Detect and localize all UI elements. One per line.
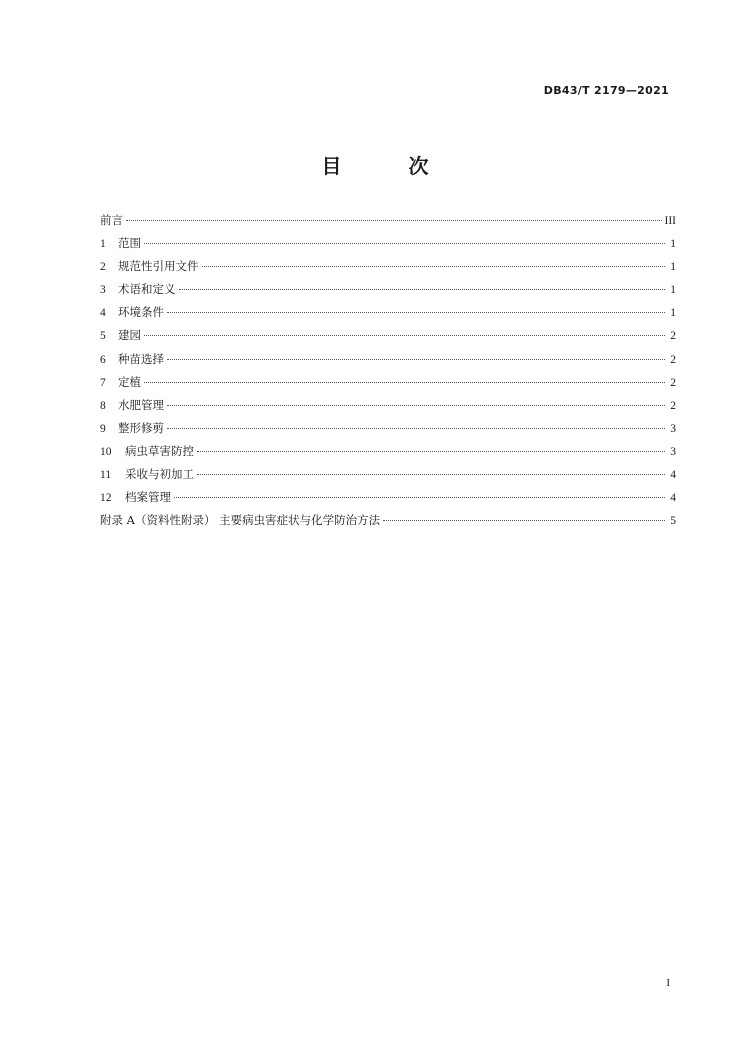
toc-leader-dots: [167, 358, 665, 360]
toc-entry[interactable]: [100, 255, 676, 278]
toc-entry[interactable]: [100, 278, 676, 301]
toc-leader-dots: [126, 219, 662, 221]
toc-entry-label: 水肥管理: [118, 397, 164, 412]
toc-entry-number: 11: [100, 469, 112, 482]
toc-entry-label: 前言: [100, 213, 123, 227]
toc-leader-dots: [383, 519, 665, 521]
toc-entry-page: 1: [670, 284, 676, 297]
toc-entry-page: 1: [670, 261, 676, 274]
toc-entry-number: 6: [100, 353, 106, 366]
toc-entry[interactable]: [100, 209, 676, 232]
toc-entry-page: 2: [670, 376, 676, 389]
toc-entry-label: 规范性引用文件: [118, 259, 199, 274]
toc-entry[interactable]: [100, 440, 676, 463]
toc-entry[interactable]: [100, 371, 676, 394]
document-code: DB43/T 2179—2021: [543, 84, 669, 97]
toc-entry-label: 术语和定义: [118, 282, 176, 297]
toc-entry-number: 1: [100, 238, 106, 251]
table-of-contents: [100, 209, 676, 532]
toc-entry-number: 4: [100, 307, 106, 320]
toc-leader-dots: [197, 450, 665, 452]
toc-leader-dots: [144, 334, 665, 336]
toc-leader-dots: [144, 242, 665, 244]
page-title: 目 次: [321, 154, 459, 178]
toc-entry-label: 采收与初加工: [125, 467, 194, 482]
toc-entry-page: 3: [670, 445, 676, 458]
toc-leader-dots: [144, 381, 665, 383]
page-number: I: [666, 977, 670, 989]
toc-entry-page: 4: [670, 469, 676, 482]
toc-entry-label: 范围: [118, 236, 141, 251]
toc-entry-number: 7: [100, 376, 106, 389]
toc-entry-page: 5: [670, 515, 676, 528]
toc-entry[interactable]: [100, 486, 676, 509]
toc-entry-number: 5: [100, 330, 106, 343]
toc-entry-label: 环境条件: [118, 305, 164, 320]
toc-entry[interactable]: [100, 324, 676, 347]
toc-entry-page: 2: [670, 399, 676, 412]
toc-entry-page: 3: [670, 422, 676, 435]
toc-entry-label: 整形修剪: [118, 420, 164, 435]
toc-entry-page: 1: [670, 307, 676, 320]
toc-entry[interactable]: [100, 348, 676, 371]
toc-entry-label: 种苗选择: [118, 351, 164, 366]
toc-entry-page: III: [664, 215, 676, 227]
toc-entry[interactable]: [100, 509, 676, 532]
toc-entry[interactable]: [100, 232, 676, 255]
toc-entry-page: 2: [670, 353, 676, 366]
toc-entry-page: 2: [670, 330, 676, 343]
toc-entry[interactable]: [100, 394, 676, 417]
toc-leader-dots: [167, 404, 665, 406]
toc-entry-number: 10: [100, 445, 112, 458]
toc-entry-number: 8: [100, 399, 106, 412]
toc-leader-dots: [167, 427, 665, 429]
toc-entry-label: 定植: [118, 374, 141, 389]
toc-entry-page: 1: [670, 238, 676, 251]
toc-leader-dots: [174, 496, 665, 498]
toc-entry[interactable]: [100, 301, 676, 324]
toc-entry-label: 附录 A（资料性附录） 主要病虫害症状与化学防治方法: [100, 513, 381, 528]
toc-leader-dots: [202, 265, 666, 267]
toc-entry-label: 建园: [118, 328, 141, 343]
toc-entry-number: 9: [100, 422, 106, 435]
toc-entry-number: 12: [100, 492, 112, 505]
toc-leader-dots: [197, 473, 665, 475]
toc-entry-label: 病虫草害防控: [125, 443, 194, 458]
toc-leader-dots: [179, 288, 666, 290]
toc-entry-page: 4: [670, 492, 676, 505]
toc-entry-label: 档案管理: [125, 490, 171, 505]
toc-entry[interactable]: [100, 463, 676, 486]
toc-entry[interactable]: [100, 417, 676, 440]
toc-entry-number: 2: [100, 261, 106, 274]
toc-entry-number: 3: [100, 284, 106, 297]
toc-leader-dots: [167, 311, 665, 313]
